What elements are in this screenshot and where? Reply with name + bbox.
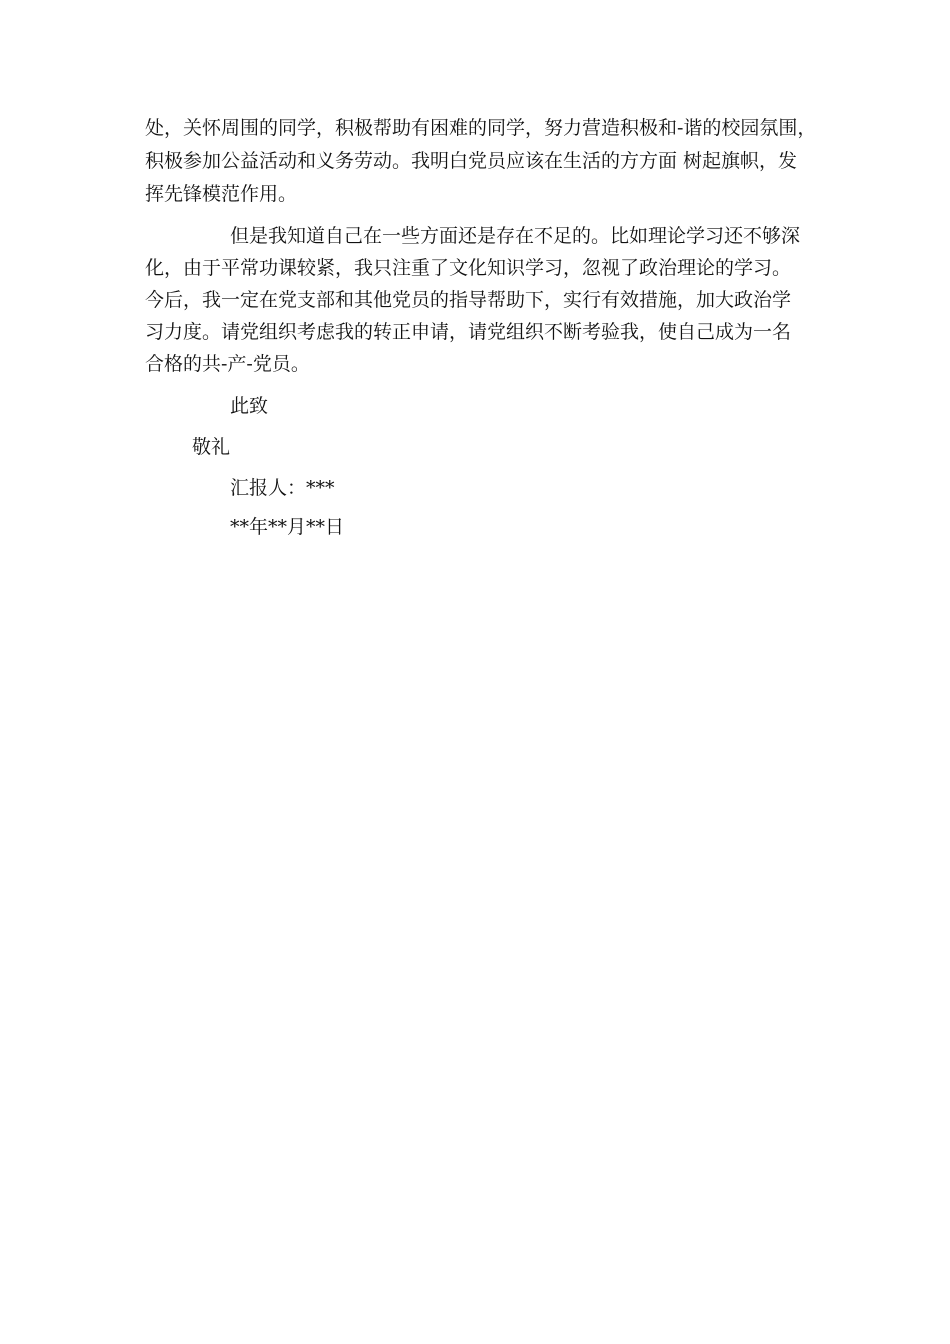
reporter-signature: 汇报人：*** [230,477,335,499]
paragraph-1-line-1: 处，关怀周围的同学，积极帮助有困难的同学，努力营造积极和-谐的校园氛围， [145,117,817,139]
report-date: **年**月**日 [230,516,345,538]
paragraph-2-line-3: 今后，我一定在党支部和其他党员的指导帮助下，实行有效措施，加大政治学 [145,289,792,311]
paragraph-2-line-2: 化，由于平常功课较紧，我只注重了文化知识学习，忽视了政治理论的学习。 [145,257,792,279]
paragraph-2-line-5: 合格的共-产-党员。 [145,353,310,375]
paragraph-2-line-4: 习力度。请党组织考虑我的转正申请，请党组织不断考验我，使自己成为一名 [145,321,792,343]
paragraph-1-line-2: 积极参加公益活动和义务劳动。我明白党员应该在生活的方方面 树起旗帜，发 [145,150,798,172]
paragraph-2-line-1: 但是我知道自己在一些方面还是存在不足的。比如理论学习还不够深 [230,225,801,247]
closing-salutation: 此致 [230,395,269,417]
paragraph-1-line-3: 挥先锋模范作用。 [145,183,298,205]
closing-respect: 敬礼 [192,436,231,458]
